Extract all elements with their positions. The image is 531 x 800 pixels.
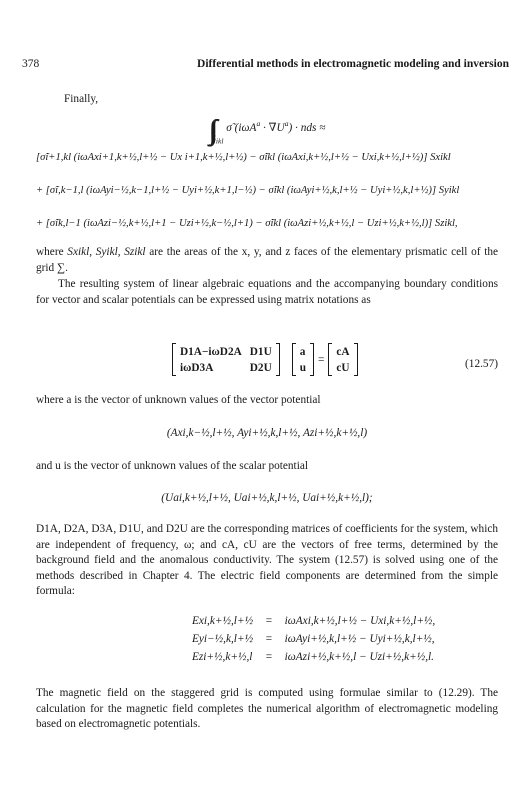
- matrix-equation: [172, 343, 358, 376]
- sum-line-2: + [σ̃i,k−1,l (iωAyi−½,k−1,l+½ − Uyi+½,k+1,l−½) − σ̃ikl (iωAyi+½,k,l+½ − Uyi+½,k,l+½)] Syikl: [36, 185, 460, 196]
- field-eq-y: Eyi−½,k,l+½ = iωAyi+½,k,l+½ − Uyi+½,k,l+½,: [192, 633, 435, 645]
- coefficients-paragraph: D1A, D2A, D3A, D1U, and D2U are the corresponding matrices of coefficients for the system, which are independent of frequency, ω; and cA, cU are the vectors of free terms, determined by the background field and the anomalous conductivity. The system (12.57) is solved using one of the methods described in Chapter 4. The electric field components are determined from the simple formula:: [36, 523, 498, 598]
- field-eq-z: Ezi+½,k+½,l = iωAzi+½,k+½,l − Uzi+½,k+½,l.: [192, 651, 434, 663]
- matrix-r2c2: D2U: [249, 361, 272, 374]
- matrix-r1c2: D1U: [249, 345, 272, 358]
- sum-line-3: + [σ̃ik,l−1 (iωAzi−½,k+½,l+1 − Uzi+½,k−½,l+1) − σ̃ikl (iωAzi+½,k+½,l − Uzi+½,k+½,l)] Szikl,: [36, 218, 458, 229]
- integral-domain: Sikl: [211, 134, 224, 146]
- matrix-r1c1: D1A−iωD2A: [180, 345, 242, 358]
- rhs-ca: cA: [336, 345, 350, 358]
- electric-field-equations: [186, 612, 441, 666]
- system-paragraph: The resulting system of linear algebraic equations and the accompanying boundary conditions for vector and scalar potentials can be expressed using matrix notations as: [36, 278, 498, 306]
- matrix-r2c1: iωD3A: [180, 361, 214, 374]
- sum-line-1: [σ̃i+1,kl (iωAxi+1,k+½,l+½ − Ux i+1,k+½,l+½) − σ̃ikl (iωAxi,k+½,l+½ − Uxi,k+½,l+½)] Sxikl: [36, 152, 451, 163]
- vector-u-description: and u is the vector of unknown values of the scalar potential: [36, 460, 308, 472]
- vector-a-description: where a is the vector of unknown values of the vector potential: [36, 394, 321, 406]
- integrand: σ̃ $(i\omega A^a \cdot \nabla U^a)$ · nds ≈: [226, 119, 326, 134]
- field-eq-x: Exi,k+½,l+½ = iωAxi,k+½,l+½ − Uxi,k+½,l+½,: [192, 615, 436, 627]
- vector-a: a: [299, 345, 306, 358]
- vector-u-components: (Uai,k+½,l+½, Uai+½,k,l+½, Uai+½,k+½,l);: [161, 492, 373, 504]
- double-integral-sign: ∫∫: [208, 115, 212, 146]
- running-head: Differential methods in electromagnetic modeling and inversion: [197, 58, 509, 70]
- vector-u: u: [299, 361, 307, 374]
- surface-integral-equation: [36, 115, 498, 147]
- finally-label: Finally,: [64, 93, 99, 105]
- equals-sign: =: [318, 353, 325, 366]
- magnetic-field-paragraph: The magnetic field on the staggered grid is computed using formulae similar to (12.29). The calculation for the magnetic field completes the numerical algorithm of electromagnetic modeling based on electromagnetic potentials.: [36, 687, 498, 731]
- page-number: 378: [22, 58, 40, 70]
- page-header: [22, 58, 509, 74]
- areas-paragraph: where Sxikl, Syikl, Szikl are the areas of the x, y, and z faces of the elementary prismatic cell of the grid ∑.: [36, 246, 499, 274]
- vector-a-components: (Axi,k−½,l+½, Ayi+½,k,l+½, Azi+½,k+½,l): [166, 427, 368, 439]
- rhs-cu: cU: [336, 361, 350, 374]
- equation-number: (12.57): [465, 358, 498, 370]
